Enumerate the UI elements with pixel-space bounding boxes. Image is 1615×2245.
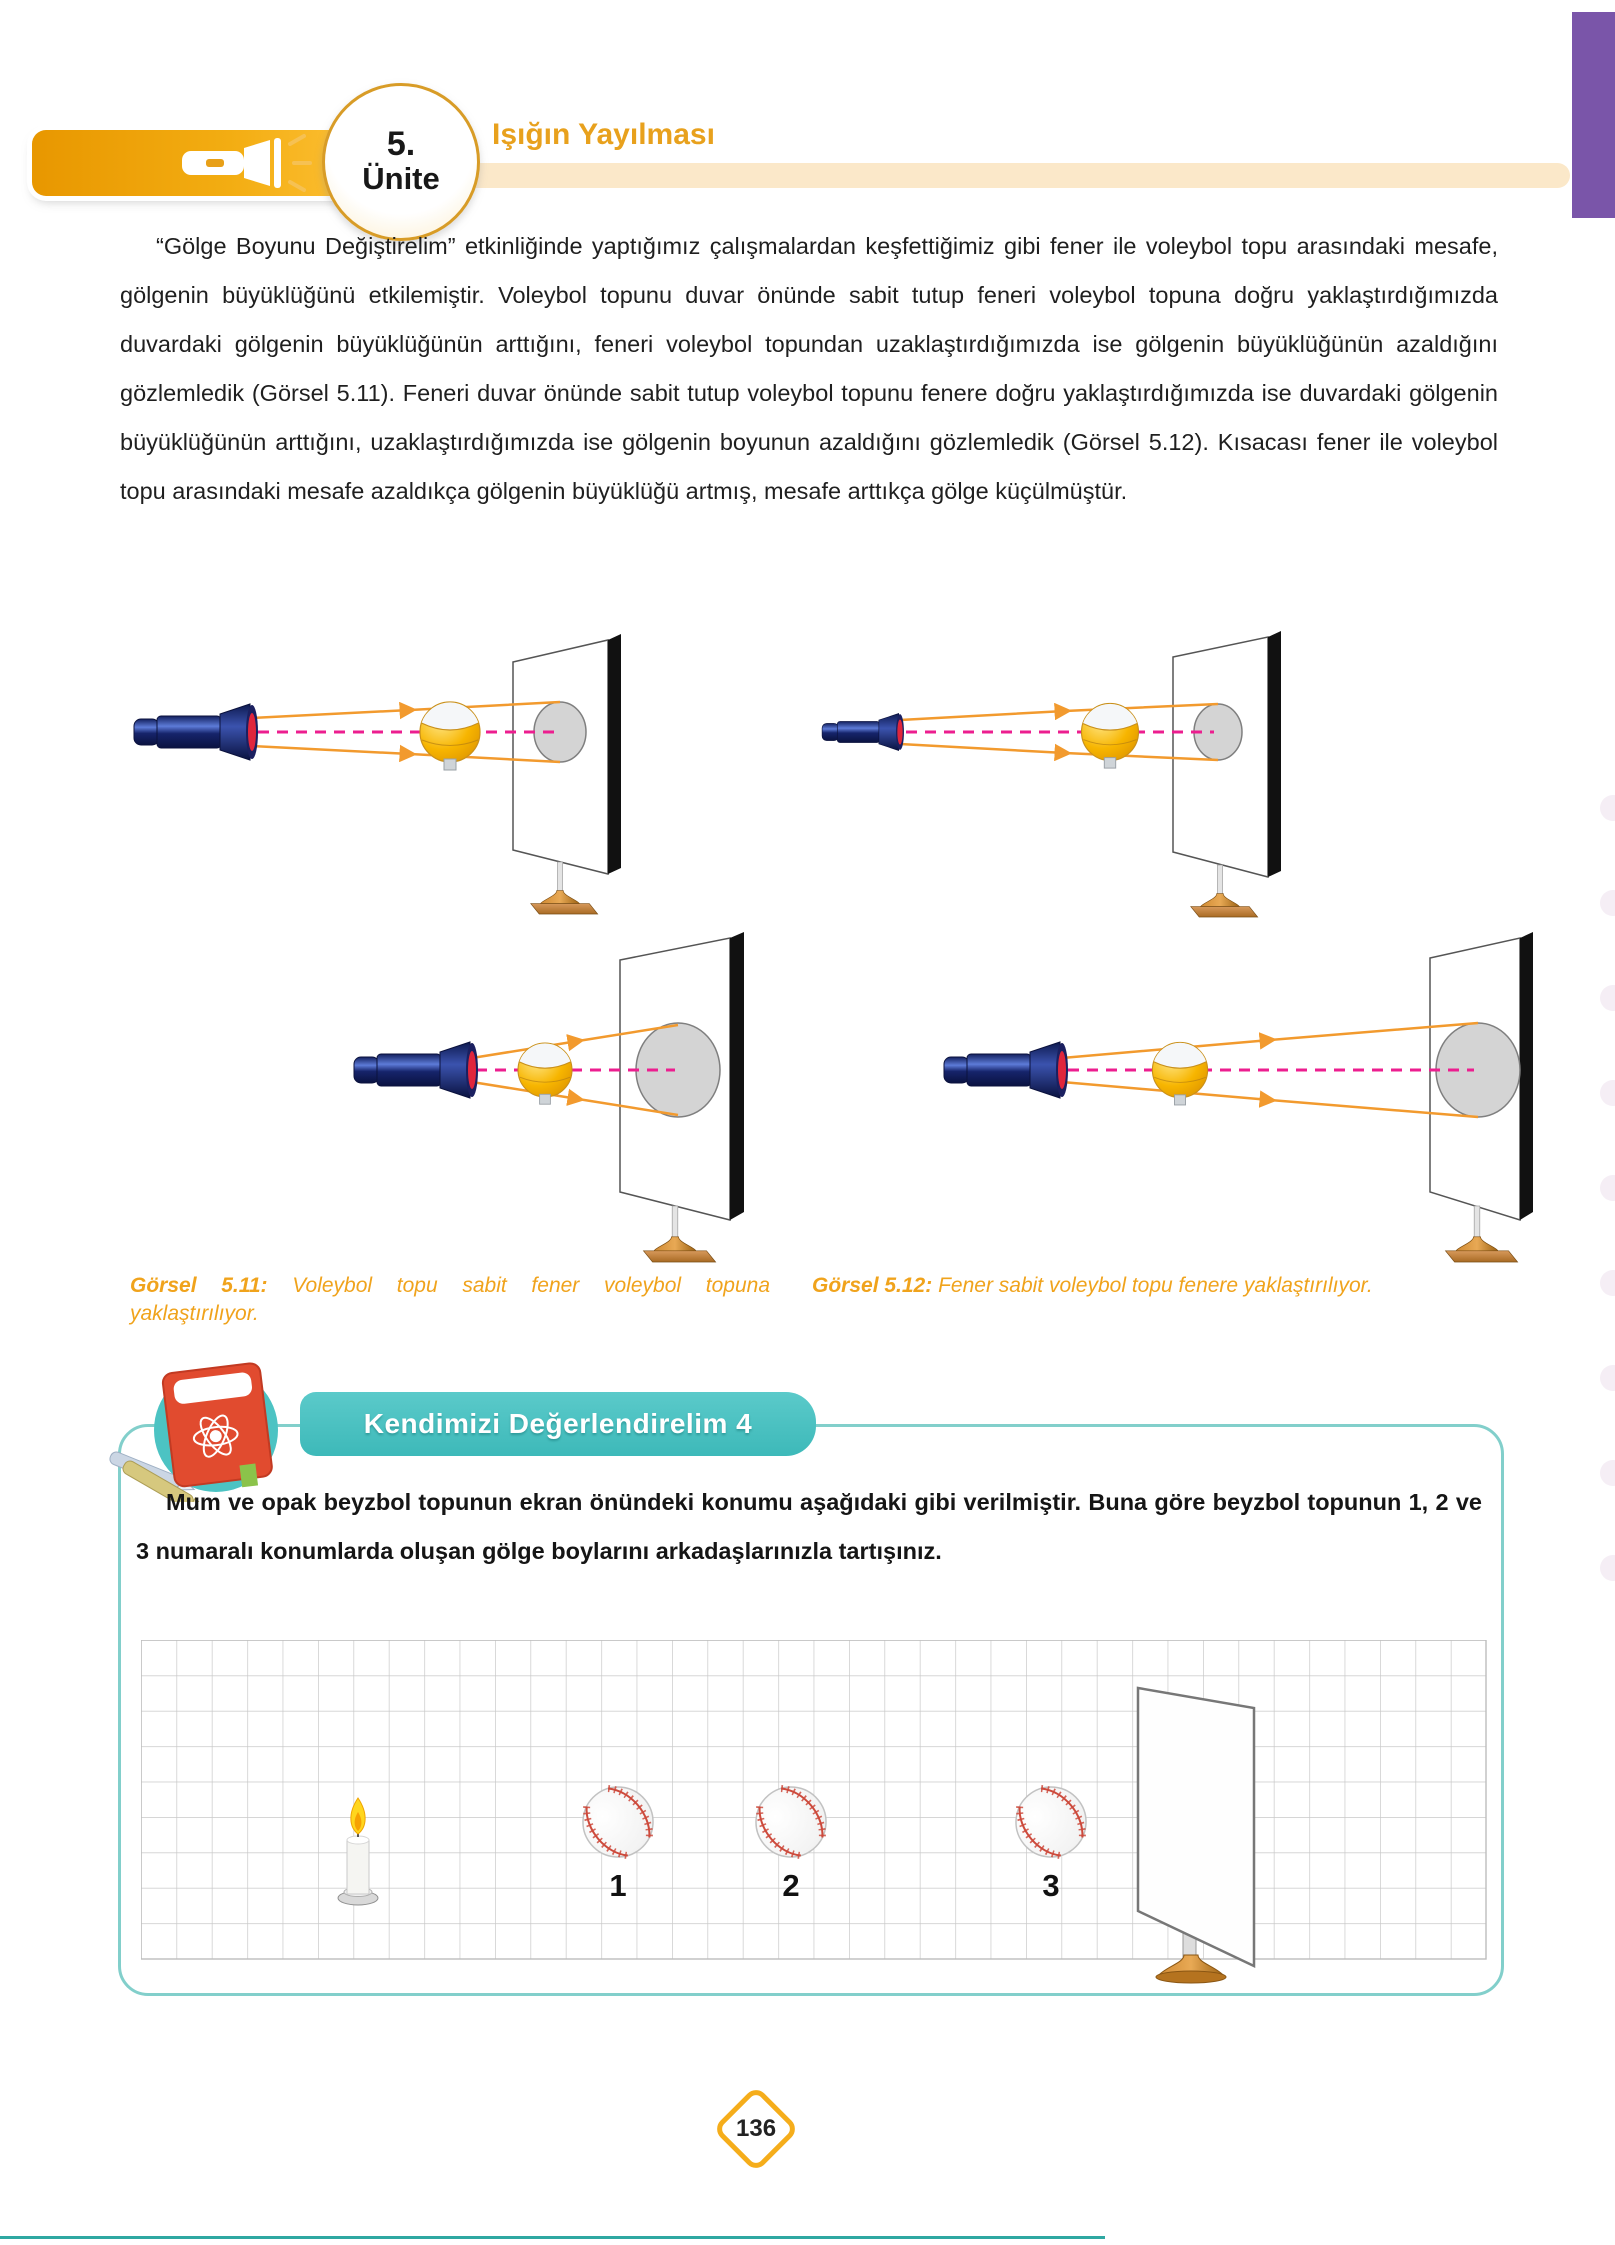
edge-dot bbox=[1600, 1080, 1615, 1106]
page-number: 136 bbox=[735, 2114, 777, 2142]
edge-dot bbox=[1600, 795, 1615, 821]
volleyball-icon bbox=[518, 1043, 572, 1104]
caption-label: Görsel 5.11: bbox=[130, 1274, 268, 1297]
assessment-banner bbox=[300, 1392, 816, 1456]
figure-5-12-top bbox=[820, 622, 1460, 932]
grid-scene bbox=[141, 1640, 1488, 1985]
position-label-3: 3 bbox=[1042, 1868, 1060, 1903]
edge-dot bbox=[1600, 1270, 1615, 1296]
caption-text: Fener sabit voleybol topu fenere yaklaştırılıyor. bbox=[938, 1274, 1373, 1297]
caption-5-12 bbox=[812, 1272, 1412, 1300]
assessment-question: Mum ve opak beyzbol topunun ekran önündeki konumu aşağıdaki gibi verilmiştir. Buna göre beyzbol topunun 1, 2 ve 3 numaralı konumlarda oluşan gölge boylarını arkadaşlarınızla tartışınız. bbox=[136, 1489, 1482, 1564]
screen-edge bbox=[1520, 932, 1533, 1220]
corner-tab bbox=[1572, 12, 1615, 218]
edge-dot bbox=[1600, 1555, 1615, 1581]
caption-5-11 bbox=[130, 1272, 770, 1328]
assessment-banner-title: Kendimizi Değerlendirelim 4 bbox=[363, 1408, 753, 1439]
caption-label: Görsel 5.12: bbox=[812, 1274, 933, 1297]
figure-5-11-bottom bbox=[130, 930, 770, 1270]
unit-badge bbox=[322, 83, 480, 241]
caption-text: Voleybol topu sabit fener voleybol topuna yaklaştırılıyor. bbox=[130, 1274, 771, 1325]
unit-label: Ünite bbox=[362, 161, 440, 196]
flashlight-icon bbox=[822, 714, 904, 751]
unit-number: 5. bbox=[386, 125, 416, 163]
screen-stand bbox=[1191, 865, 1258, 917]
footer-rule bbox=[0, 2236, 1105, 2239]
light-ray bbox=[1062, 1023, 1478, 1058]
page-title: Işığın Yayılması bbox=[492, 118, 715, 151]
volleyball-icon bbox=[1152, 1042, 1207, 1105]
edge-dot bbox=[1600, 1460, 1615, 1486]
screen-edge bbox=[1268, 631, 1281, 877]
edge-dot bbox=[1600, 985, 1615, 1011]
figure-5-11-top bbox=[130, 622, 770, 932]
light-ray bbox=[1062, 1082, 1478, 1117]
edge-dot bbox=[1600, 1365, 1615, 1391]
edge-dot bbox=[1600, 890, 1615, 916]
screen-edge bbox=[608, 634, 621, 874]
screen-stand bbox=[644, 1206, 716, 1262]
light-rays-icon bbox=[290, 136, 310, 190]
volleyball-icon bbox=[1082, 704, 1139, 769]
screen-edge bbox=[730, 932, 744, 1220]
edge-dot bbox=[1600, 1175, 1615, 1201]
figure-5-12-bottom bbox=[820, 930, 1540, 1270]
flashlight-icon bbox=[944, 1042, 1068, 1098]
flashlight-icon bbox=[354, 1042, 478, 1098]
header-band bbox=[400, 163, 1570, 188]
position-label-1: 1 bbox=[609, 1868, 627, 1903]
page-number-badge bbox=[712, 2085, 800, 2173]
light-ray bbox=[900, 744, 1218, 760]
flashlight-icon bbox=[134, 704, 258, 760]
screen-stand bbox=[531, 862, 598, 914]
position-label-2: 2 bbox=[782, 1868, 800, 1903]
body-paragraph: “Gölge Boyunu Değiştirelim” etkinliğinde yaptığımız çalışmalardan keşfettiğimiz gibi fener ile voleybol topu arasındaki mesafe, gölgenin büyüklüğünü etkilemiştir. Voleybol topunu duvar önünde sabit tutup feneri voleybol topuna doğru yaklaştırdığımızda duvardaki gölgenin büyüklüğünün arttığını, feneri voleybol topundan uzaklaştırdığımızda ise gölgenin büyüklüğünün azaldığını gözlemledik (Görsel 5.11). Feneri duvar önünde sabit tutup voleybol topunu fenere doğru yaklaştırdığımızda ise duvardaki gölgenin büyüklüğünün arttığını, uzaklaştırdığımızda ise gölgenin boyunun azaldığını gözlemledik (Görsel 5.12). Kısacası fener ile voleybol topu arasındaki mesafe azaldıkça gölgenin büyüklüğü artmış, mesafe arttıkça gölge küçülmüştür. bbox=[120, 233, 1498, 504]
volleyball-icon bbox=[420, 702, 480, 770]
light-ray bbox=[900, 704, 1218, 720]
shadow bbox=[534, 702, 586, 762]
